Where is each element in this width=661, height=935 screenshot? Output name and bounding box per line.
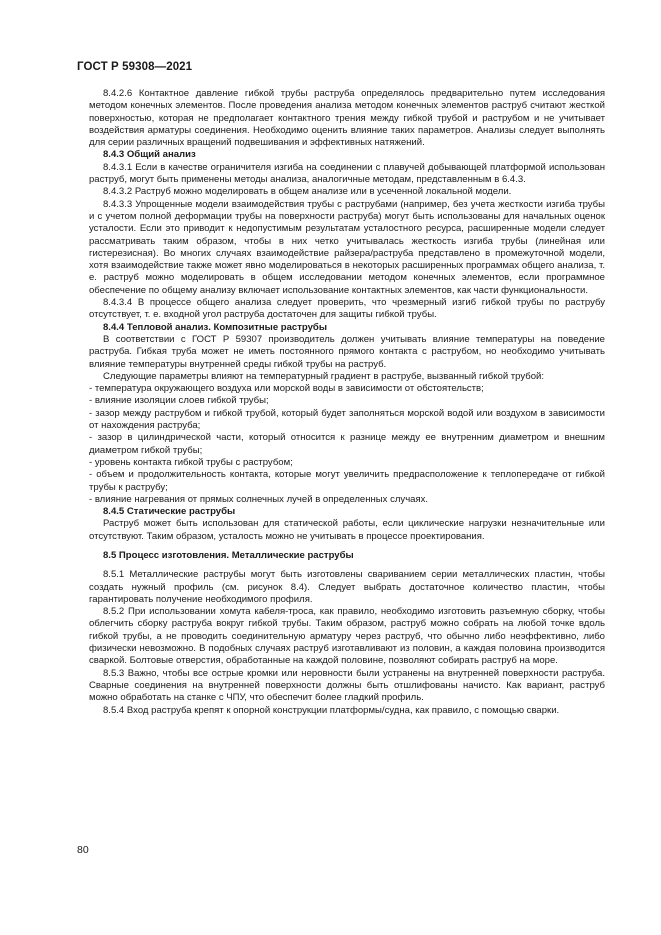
section-heading: 8.4.5 Статические раструбы	[103, 506, 236, 518]
list-item: - уровень контакта гибкой трубы с раструбом;	[89, 456, 293, 468]
list-item: - зазор в цилиндрической части, который относится к разнице между ее внутренним диаметром и внешним диаметром гибкой трубы;	[89, 432, 605, 456]
standard-header: ГОСТ Р 59308—2021	[77, 61, 193, 73]
section-heading: 8.4.4 Тепловой анализ. Композитные раструбы	[103, 321, 327, 333]
paragraph: 8.4.3.1 Если в качестве ограничителя изгиба на соединении с плавучей добывающей платформой использован раструб, могут быть применены методы анализа, аналогичные методам, представленным в 6.4.3.	[89, 161, 605, 186]
paragraph: 8.4.3.4 В процессе общего анализа следует проверить, что чрезмерный изгиб гибкой трубы по раструбу отсутствует, т. е. входной угол раструба достаточен для защиты гибкой трубы.	[89, 297, 605, 321]
document-body	[89, 88, 605, 717]
paragraph: 8.5.1 Металлические раструбы могут быть изготовлены свариванием серии металлических пластин, чтобы создать нужный профиль (см. рисунок 8.4). Следует выбрать достаточное количество пластин, чтобы гарантировать получение необходимого профиля.	[89, 569, 605, 605]
paragraph: 8.5.3 Важно, чтобы все острые кромки или неровности были устранены на внутренней поверхности раструба. Сварные соединения на внутренней поверхности должны быть отшлифованы начисто. Как вариант, раструб можно обработать на станке с ЧПУ, что обеспечит более гладкий профиль.	[89, 667, 605, 704]
paragraph: 8.4.2.6 Контактное давление гибкой трубы раструба определялось предварительно путем исследования методом конечных элементов. После проведения анализа методом конечных элементов раструб считают жесткой поверхностью, которая не предполагает контактного трения между гибкой трубой и раструбом и не учитывает воздействия арматуры соединения. Необходимо оценить влияние таких параметров. Анализы следует выполнять для серии различных вращений подвешивания и эффективных натяжений.	[89, 88, 605, 149]
list-item: - температура окружающего воздуха или морской воды в зависимости от обстоятельств;	[89, 383, 484, 395]
paragraph: Следующие параметры влияют на температурный градиент в раструбе, вызванный гибкой трубой:	[103, 370, 545, 382]
paragraph: 8.4.3.2 Раструб можно моделировать в общем анализе или в усеченной локальной модели.	[103, 186, 512, 198]
paragraph: 8.5.4 Вход раструба крепят к опорной конструкции платформы/судна, как правило, с помощью сварки.	[103, 704, 560, 716]
section-heading: 8.5 Процесс изготовления. Металлические раструбы	[103, 549, 354, 561]
list-item: - зазор между раструбом и гибкой трубой, который будет заполняться морской водой или воздухом в зависимости от нахождения раструба;	[89, 407, 605, 432]
page-number: 80	[77, 844, 89, 856]
paragraph: В соответствии с ГОСТ Р 59307 производитель должен учитывать влияние температуры на поведение раструба. Гибкая труба может не иметь постоянного прямого контакта с раструбом, но необходимо учитывать влияние температуры внутренней среды гибкой трубы на раструб.	[89, 333, 605, 370]
list-item: - объем и продолжительность контакта, которые могут увеличить предрасположение к теплопередаче от гибкой трубы к раструбу;	[89, 469, 605, 493]
section-heading: 8.4.3 Общий анализ	[103, 149, 196, 161]
list-item: - влияние изоляции слоев гибкой трубы;	[89, 395, 269, 407]
list-item: - влияние нагревания от прямых солнечных лучей в определенных случаях.	[89, 493, 429, 505]
paragraph: 8.4.3.3 Упрощенные модели взаимодействия трубы с раструбами (например, без учета жесткости изгиба трубы и с учетом полной деформации трубы на поверхности раструба) могут быть использованы для начальных оценок усталости. Если это приводит к недопустимым результатам усталостного ресурса, расширенные модели следует рассматривать таким образом, чтобы в них четко учитывалась жесткость изгиба трубы (линейная или гистерезисная). Во многих случаях взаимодействие райзера/раструба представлено в промежуточной модели, хотя взаимодействие также может явно моделироваться в некоторых расширенных программах общего анализа, т. е. раструб можно моделировать в общем исследовании методом конечных элементов, если программное обеспечение по общему анализу включает использование контактных элементов, как части функциональности.	[89, 198, 605, 296]
paragraph: 8.5.2 При использовании хомута кабеля-троса, как правило, необходимо изготовить разъемную сборку, чтобы облегчить сборку раструба вокруг гибкой трубы. Таким образом, раструб можно собрать на любой точке вдоль гибкой трубы, а не проводить соединительную арматуру через раструб, что обычно либо неэффективно, либо физически невозможно. В подобных случаях раструб изготавливают из половин, а каждая половина производится сваркой. Болтовые отверстия, обработанные на каждой половине, позволяют собирать раструб на море.	[89, 606, 605, 667]
paragraph: Раструб может быть использован для статической работы, если циклические нагрузки незначительные или отсутствуют. Таким образом, усталость можно не учитывать в процессе проектирования.	[89, 518, 605, 542]
